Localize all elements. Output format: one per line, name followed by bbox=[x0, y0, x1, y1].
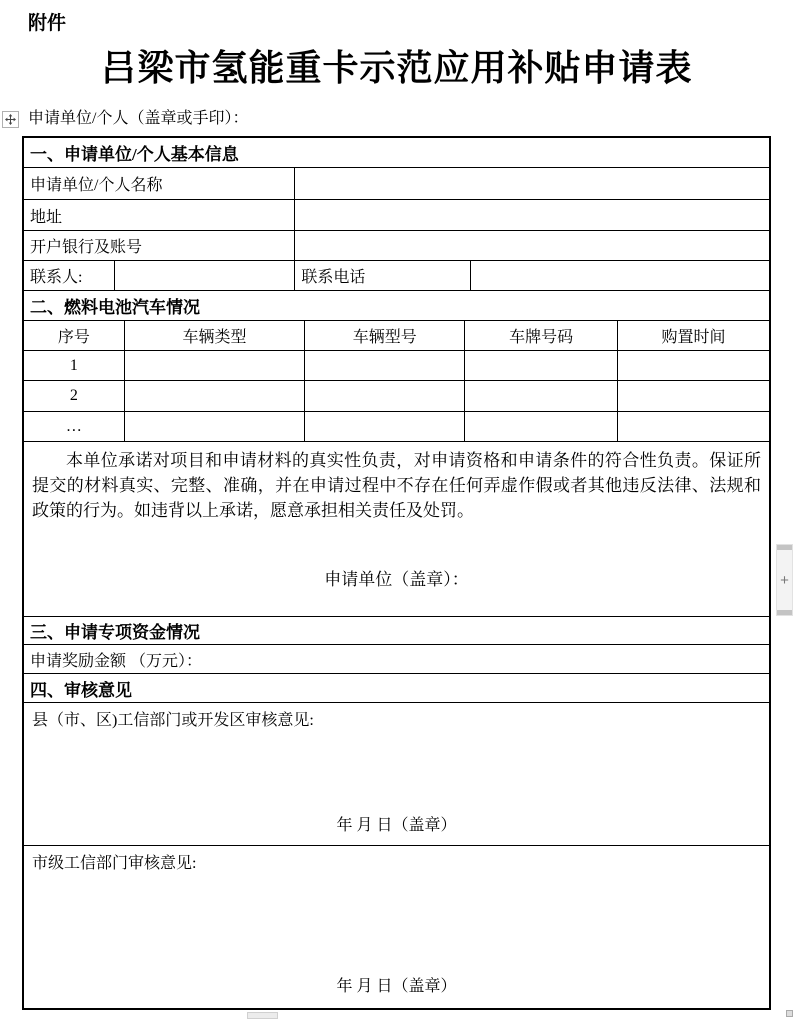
table-move-handle[interactable] bbox=[2, 111, 19, 128]
vehicle-more-type-field[interactable] bbox=[124, 412, 304, 441]
applicant-line: 申请单位/个人（盖章或手印）： bbox=[28, 110, 249, 127]
bank-account-label: 开户银行及账号 bbox=[30, 239, 143, 256]
commitment-row bbox=[24, 441, 769, 616]
section2-header-row bbox=[24, 290, 769, 320]
vehicle-more-model-field[interactable] bbox=[304, 412, 464, 441]
vehicle-1-model-field[interactable] bbox=[304, 351, 464, 380]
commitment-text: 本单位承诺对项目和申请材料的真实性负责，对申请资格和申请条件的符合性负责。保证所提交的材料真实、完整、准确，并在申请过程中不存在任何弄虚作假或者其他违反法律、法规和政策的行为。如违背以上承诺，愿意承担相关责任及处罚。 bbox=[32, 451, 761, 520]
widget-strip-bottom bbox=[777, 610, 792, 615]
vehicle-more-date-field[interactable] bbox=[617, 412, 769, 441]
vehicle-1-date-field[interactable] bbox=[617, 351, 769, 380]
applicant-name-field[interactable] bbox=[294, 168, 769, 199]
reward-amount-label[interactable]: 申请奖励金额 （万元）： bbox=[30, 652, 203, 670]
section1-header-row bbox=[24, 138, 769, 167]
contact-person-field[interactable] bbox=[114, 261, 294, 290]
reward-amount-row bbox=[24, 644, 769, 673]
bank-account-row bbox=[24, 230, 769, 260]
commitment-signature-label: 申请单位（盖章）： bbox=[324, 570, 469, 589]
county-review-label: 县（市、区)工信部门或开发区审核意见: bbox=[32, 712, 314, 729]
vehicle-2-model-field[interactable] bbox=[304, 381, 464, 411]
horizontal-scrollbar-fragment[interactable] bbox=[247, 1012, 278, 1019]
col-header-vehicle-model: 车辆型号 bbox=[304, 321, 464, 350]
contact-person-label: 联系人: bbox=[30, 269, 83, 286]
vehicle-2-index: 2 bbox=[69, 387, 78, 404]
vehicle-table-header-row bbox=[24, 320, 769, 350]
col-header-index: 序号 bbox=[57, 329, 90, 346]
applicant-name-label: 申请单位/个人名称 bbox=[30, 177, 163, 194]
attachment-label: 附件 bbox=[28, 13, 67, 34]
move-icon bbox=[5, 114, 16, 125]
county-review-date-line: 年 月 日（盖章） bbox=[336, 817, 457, 834]
vehicle-row-more bbox=[24, 411, 769, 441]
section3-header: 三、申请专项资金情况 bbox=[30, 623, 200, 642]
vehicle-2-plate-field[interactable] bbox=[464, 381, 617, 411]
side-plus-widget[interactable] bbox=[776, 544, 793, 616]
vehicle-row-2 bbox=[24, 380, 769, 411]
vehicle-more-plate-field[interactable] bbox=[464, 412, 617, 441]
section2-header: 二、燃料电池汽车情况 bbox=[30, 298, 200, 317]
vehicle-1-type-field[interactable] bbox=[124, 351, 304, 380]
contact-phone-field[interactable] bbox=[470, 261, 769, 290]
contact-phone-label: 联系电话 bbox=[294, 261, 470, 290]
plus-icon: + bbox=[780, 571, 789, 589]
application-form-table bbox=[22, 136, 771, 1010]
col-header-plate-number: 车牌号码 bbox=[464, 321, 617, 350]
section3-header-row bbox=[24, 616, 769, 644]
commitment-cell bbox=[24, 442, 769, 616]
address-field[interactable] bbox=[294, 200, 769, 230]
col-header-purchase-date: 购置时间 bbox=[617, 321, 769, 350]
col-header-vehicle-type: 车辆类型 bbox=[124, 321, 304, 350]
vehicle-row-1 bbox=[24, 350, 769, 380]
city-review-date-line: 年 月 日（盖章） bbox=[336, 978, 457, 995]
vehicle-2-type-field[interactable] bbox=[124, 381, 304, 411]
city-review-cell[interactable] bbox=[24, 846, 769, 1008]
county-review-row bbox=[24, 702, 769, 845]
table-resize-handle[interactable] bbox=[786, 1010, 793, 1017]
section4-header: 四、审核意见 bbox=[30, 680, 132, 700]
address-label: 地址 bbox=[30, 208, 63, 226]
bank-account-field[interactable] bbox=[294, 231, 769, 260]
section1-header: 一、申请单位/个人基本信息 bbox=[30, 145, 239, 164]
applicant-name-row bbox=[24, 167, 769, 199]
address-row bbox=[24, 199, 769, 230]
section4-header-row bbox=[24, 673, 769, 702]
contact-row bbox=[24, 260, 769, 290]
page-title: 吕梁市氢能重卡示范应用补贴申请表 bbox=[100, 48, 693, 88]
city-review-label: 市级工信部门审核意见: bbox=[32, 855, 197, 872]
vehicle-more-index: … bbox=[65, 417, 82, 435]
county-review-cell[interactable] bbox=[24, 703, 769, 845]
vehicle-2-date-field[interactable] bbox=[617, 381, 769, 411]
vehicle-1-plate-field[interactable] bbox=[464, 351, 617, 380]
city-review-row bbox=[24, 845, 769, 1008]
vehicle-1-index: 1 bbox=[69, 356, 78, 374]
